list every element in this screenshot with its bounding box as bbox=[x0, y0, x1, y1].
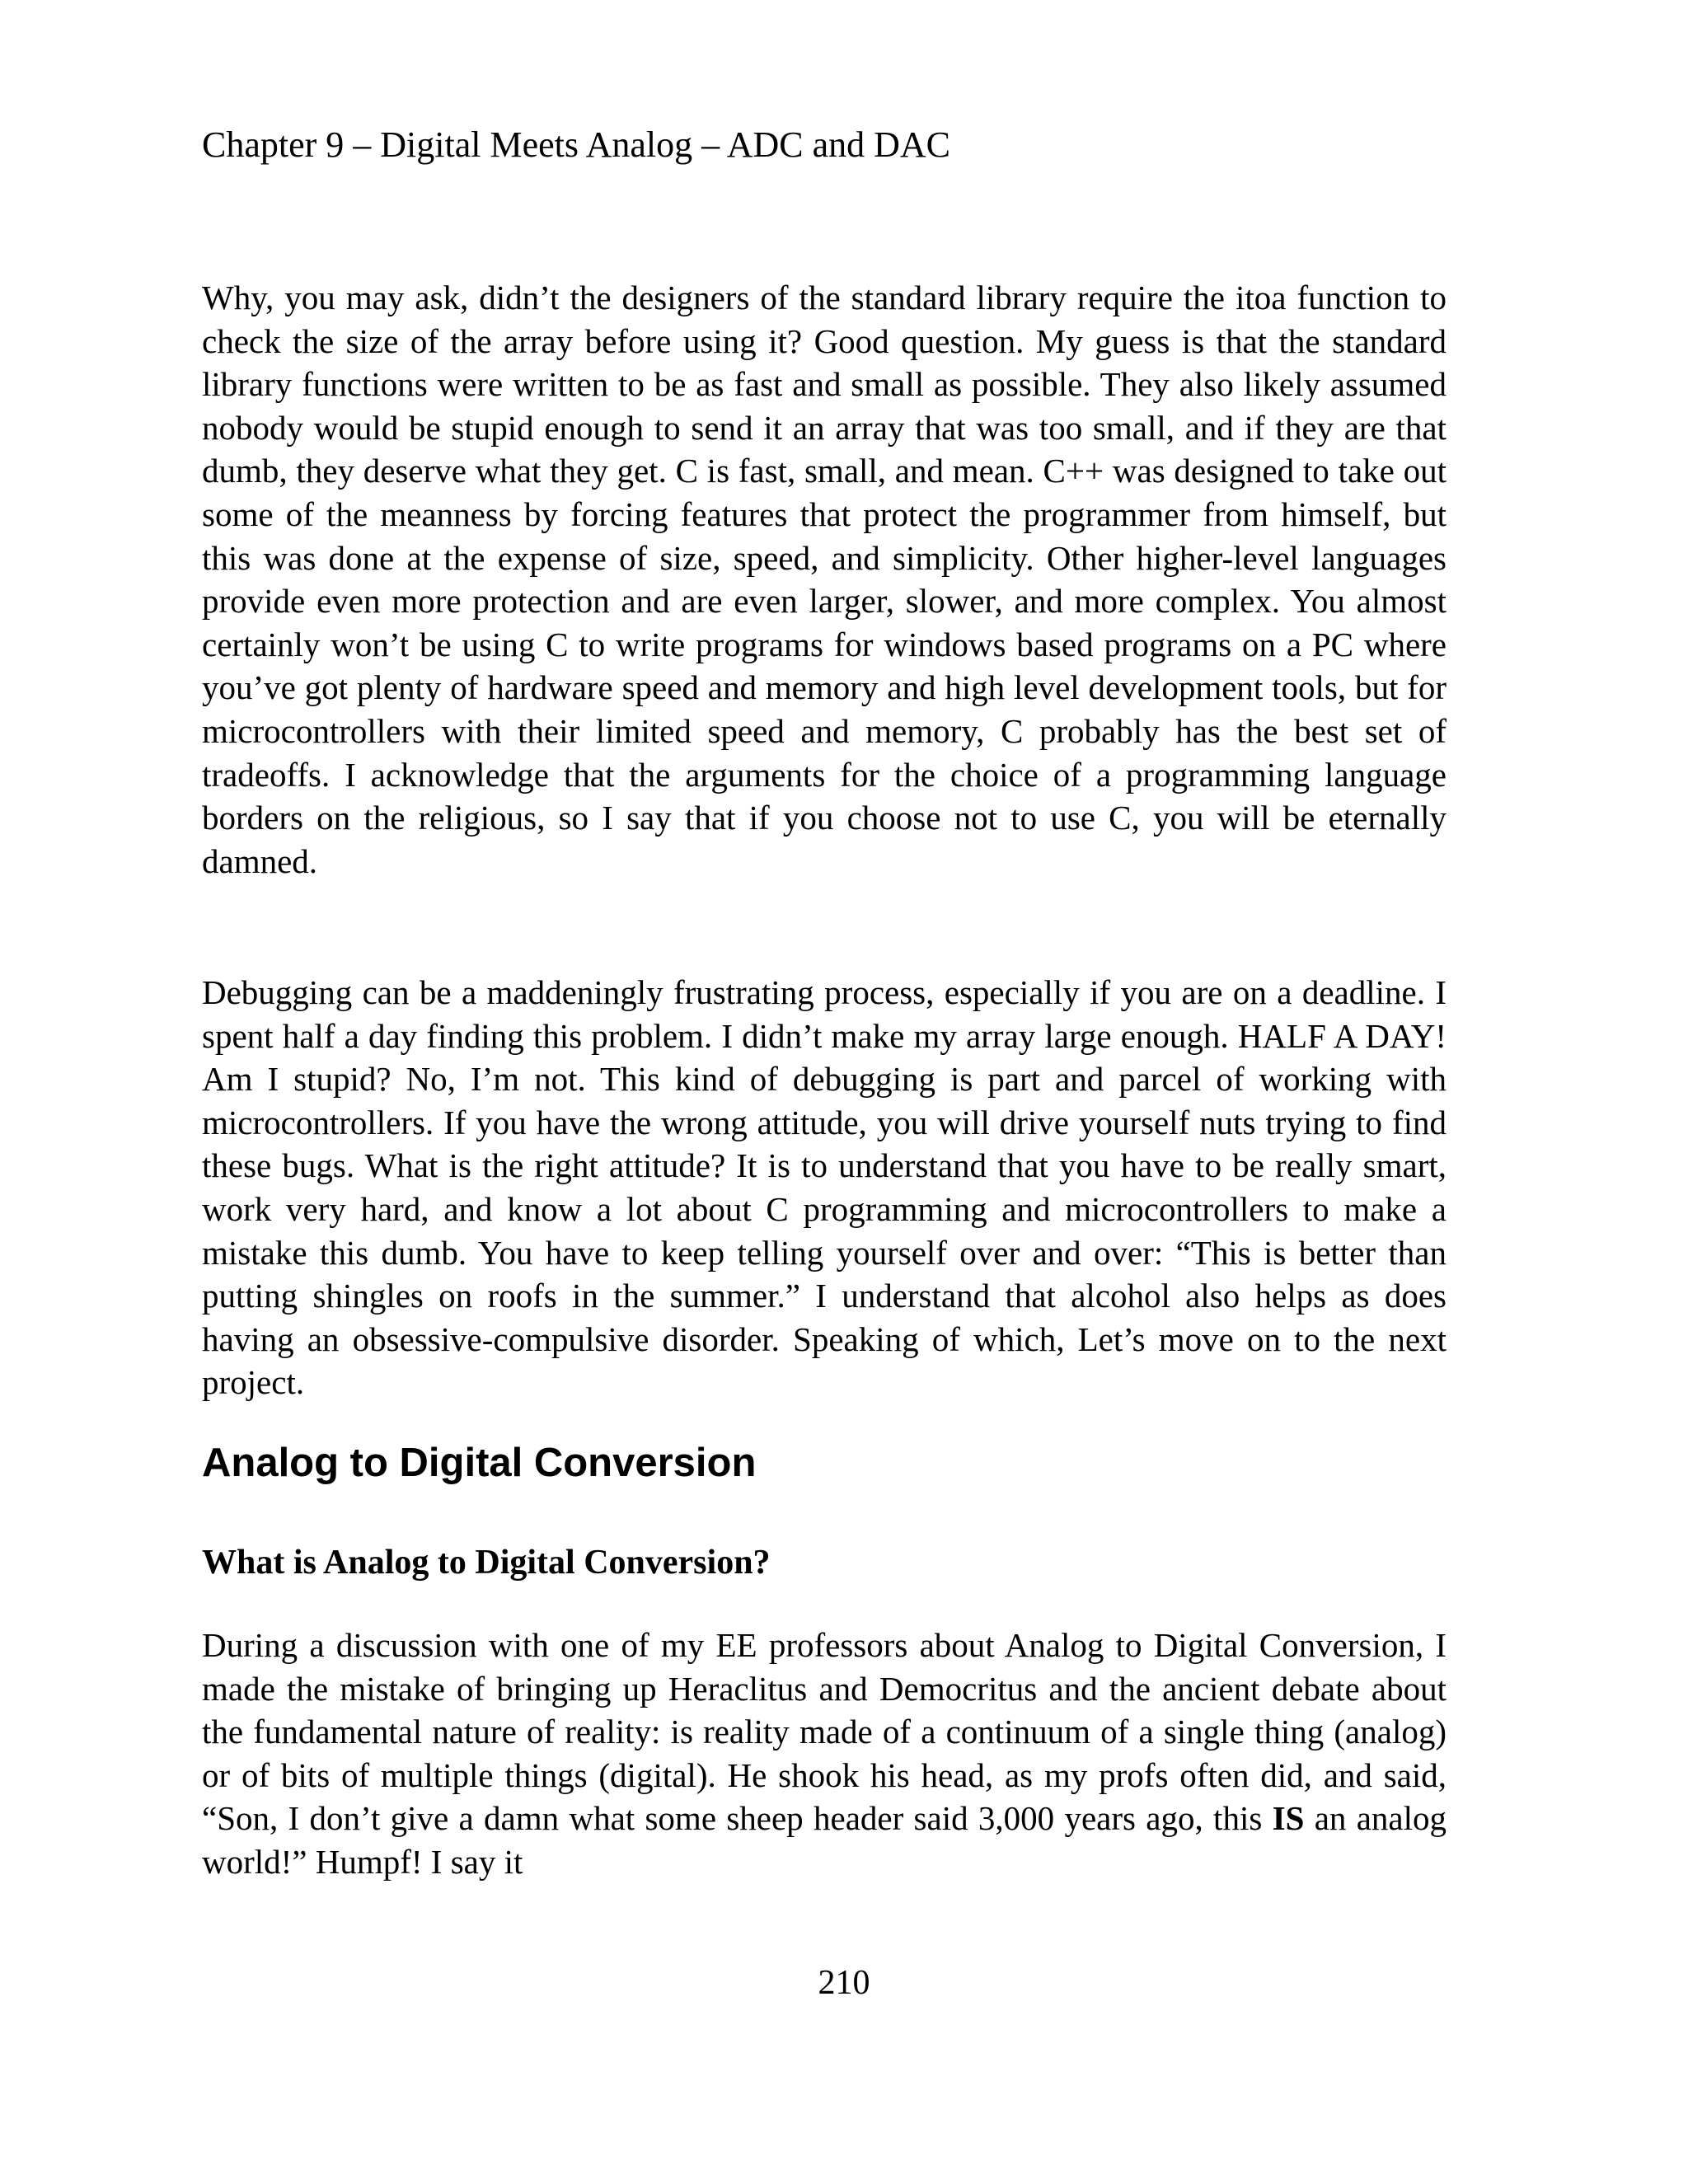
emphasis-is: IS bbox=[1272, 1799, 1305, 1838]
paragraph-itoa-library: Why, you may ask, didn’t the designers of the standard library require the itoa function to check the size of the array before using it? Good question. My guess is that the standard library functions were written to be as fast and small as possible. They also likely assumed nobody would be stupid enough to send it an array that was too small, and if they are that dumb, they deserve what they get. C is fast, small, and mean. C++ was designed to take out some of the meanness by forcing features that protect the programmer from himself, but this was done at the expense of size, speed, and simplicity. Other higher-level languages provide even more protection and are even larger, slower, and more complex. You almost certainly won’t be using C to write programs for windows based programs on a PC where you’ve got plenty of hardware speed and memory and high level development tools, but for microcontrollers with their limited speed and memory, C probably has the best set of tradeoffs. I acknowledge that the arguments for the choice of a programming language borders on the religious, so I say that if you choose not to use C, you will be eternally damned. bbox=[202, 279, 1447, 880]
running-header: Chapter 9 – Digital Meets Analog – ADC and DAC bbox=[202, 124, 951, 165]
paragraph-analog-world bbox=[202, 1624, 1447, 1884]
page-number: 210 bbox=[818, 1964, 870, 2002]
paragraph-debugging: Debugging can be a maddeningly frustrating process, especially if you are on a deadline. I spent half a day finding this problem. I didn’t make my array large enough. HALF A DAY! Am I stupid? No, I’m not. This kind of debugging is part and parcel of working with microcontrollers. If you have the wrong attitude, you will drive yourself nuts trying to find these bugs. What is the right attitude? It is to understand that you have to be really smart, work very hard, and know a lot about C programming and microcontrollers to make a mistake this dumb. You have to keep telling yourself over and over: “This is better than putting shingles on roofs in the summer.” I understand that alcohol also helps as does having an obsessive-compulsive disorder. Speaking of which, Let’s move on to the next project. bbox=[202, 973, 1447, 1402]
section-heading: Analog to Digital Conversion bbox=[202, 1441, 757, 1485]
paragraph-analog-world-text-end: an analog world!” Humpf! I say it bbox=[202, 1799, 1447, 1881]
subsection-heading: What is Analog to Digital Conversion? bbox=[202, 1544, 771, 1582]
paragraph-analog-world-text-start: During a discussion with one of my EE professors about Analog to Digital Conversion, I made the mistake of bringing up Heraclitus and Democritus and the ancient debate about the fundamental nature of reality: is reality made of a continuum of a single thing (analog) or of bits of multiple things (digital). He shook his head, as my profs often did, and said, “Son, I don’t give a damn what some sheep header said 3,000 years ago, this bbox=[202, 1626, 1447, 1838]
